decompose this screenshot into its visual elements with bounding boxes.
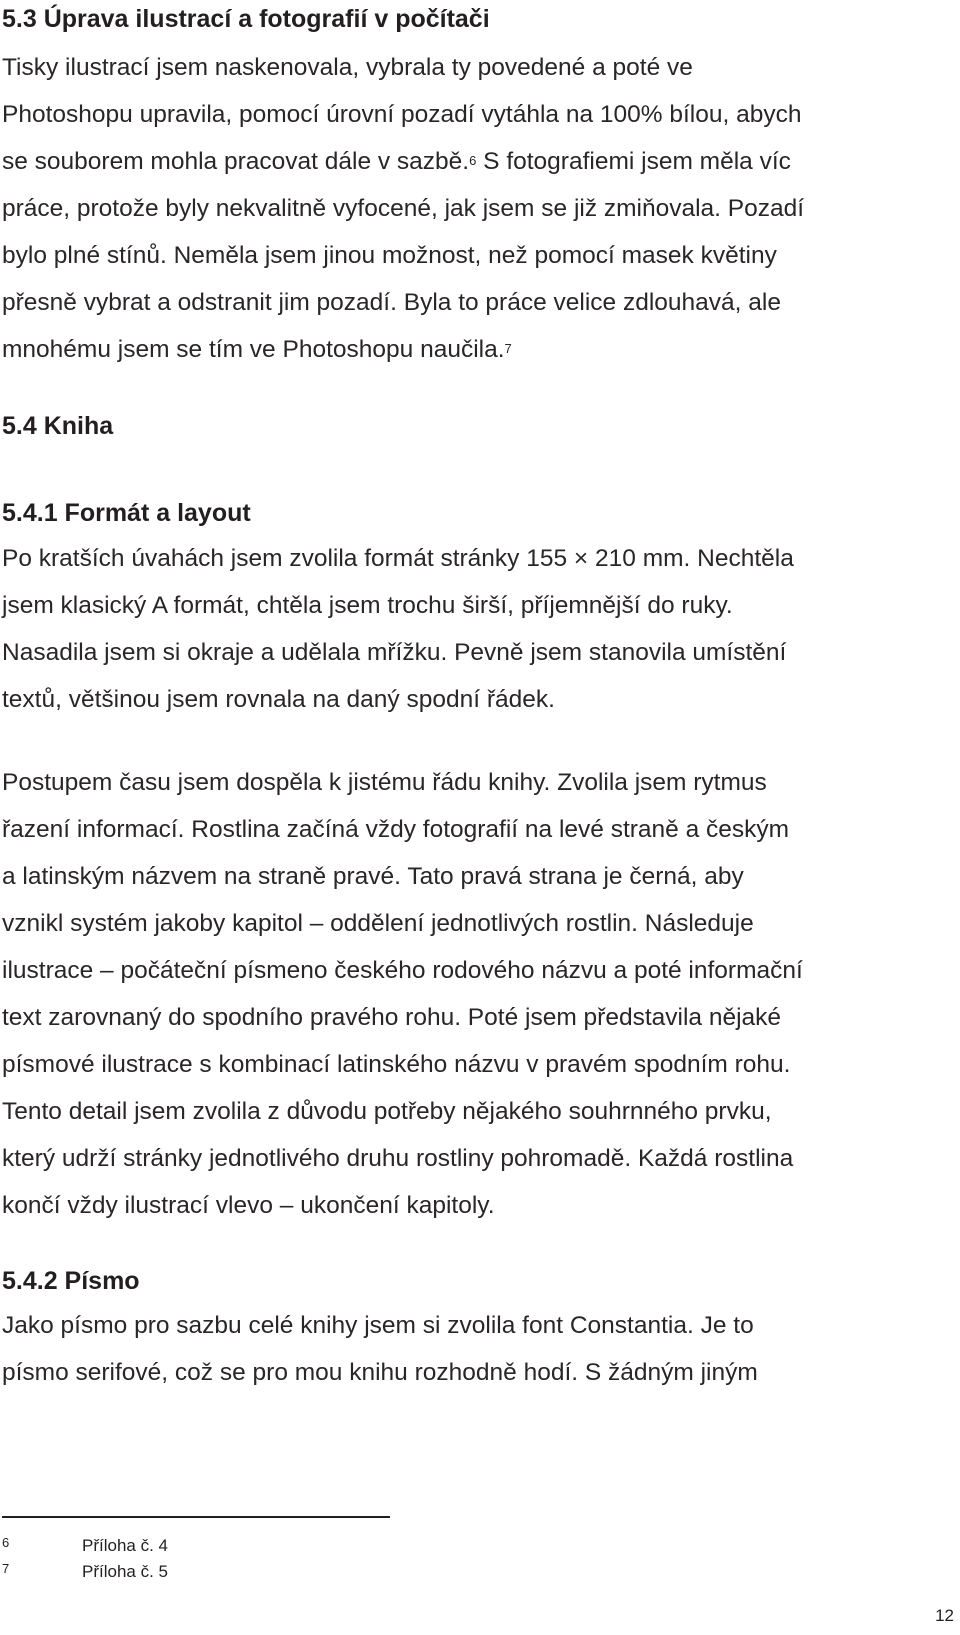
text-line-part: S fotografiemi jsem měla víc [476, 148, 791, 175]
page-number: 12 [935, 1606, 954, 1625]
text-line: přesně vybrat a odstranit jim pozadí. Byla to práce velice zdlouhavá, ale [2, 289, 781, 316]
text-line: bylo plné stínů. Neměla jsem jinou možnost, než pomocí masek květiny [2, 242, 777, 269]
text-line: textů, většinou jsem rovnala na daný spodní řádek. [2, 686, 555, 713]
text-line: text zarovnaný do spodního pravého rohu. Poté jsem představila nějaké [2, 1004, 782, 1031]
text-line: který udrží stránky jednotlivého druhu rostliny pohromadě. Každá rostlina [2, 1145, 794, 1172]
text-line-part: se souborem mohla pracovat dále v sazbě. [2, 148, 470, 175]
text-line: vznikl systém jakoby kapitol – oddělení jednotlivých rostlin. Následuje [2, 910, 754, 937]
paragraph-format-2 [2, 759, 960, 1229]
paragraph-5-3 [2, 44, 960, 373]
text-line: končí vždy ilustrací vlevo – ukončení kapitoly. [2, 1192, 495, 1219]
text-line: řazení informací. Rostlina začíná vždy fotografií na levé straně a českým [2, 816, 790, 843]
text-line: Jako písmo pro sazbu celé knihy jsem si zvolila font Constantia. Je to [2, 1312, 754, 1339]
footnote-7 [2, 1561, 168, 1583]
footnote-number: 7 [2, 1561, 10, 1576]
text-line [2, 326, 960, 373]
footnote-text: Příloha č. 4 [82, 1536, 168, 1555]
text-line: Tento detail jsem zvolila z důvodu potřeby nějakého souhrnného prvku, [2, 1098, 772, 1125]
footnote-divider [2, 1516, 390, 1518]
heading-5-4: 5.4 Kniha [2, 412, 114, 440]
text-line: ilustrace – počáteční písmeno českého rodového názvu a poté informační [2, 957, 803, 984]
text-line-part: mnohému jsem se tím ve Photoshopu naučila. [2, 336, 505, 363]
text-line [2, 138, 960, 185]
heading-5-3: 5.3 Úprava ilustrací a fotografií v počítači [2, 5, 490, 33]
text-line: Nasadila jsem si okraje a udělala mřížku. Pevně jsem stanovila umístění [2, 639, 787, 666]
text-line: práce, protože byly nekvalitně vyfocené, jak jsem se již zmiňovala. Pozadí [2, 195, 805, 222]
paragraph-format-1 [2, 535, 960, 723]
heading-5-4-2: 5.4.2 Písmo [2, 1267, 140, 1295]
text-line: Tisky ilustrací jsem naskenovala, vybrala ty povedené a poté ve [2, 54, 693, 81]
footnote-ref[interactable]: 7 [504, 341, 512, 356]
text-line: Po kratších úvahách jsem zvolila formát stránky 155 × 210 mm. Nechtěla [2, 545, 794, 572]
footnote-ref[interactable]: 6 [469, 153, 477, 168]
text-line: písmo serifové, což se pro mou knihu rozhodně hodí. S žádným jiným [2, 1359, 758, 1386]
text-line: a latinským názvem na straně pravé. Tato pravá strana je černá, aby [2, 863, 744, 890]
text-line: písmové ilustrace s kombinací latinského názvu v pravém spodním rohu. [2, 1051, 791, 1078]
footnote-number: 6 [2, 1535, 10, 1550]
text-line: Postupem času jsem dospěla k jistému řádu knihy. Zvolila jsem rytmus [2, 769, 767, 796]
heading-5-4-1: 5.4.1 Formát a layout [2, 499, 251, 527]
footnote-6 [2, 1535, 168, 1557]
text-line: jsem klasický A formát, chtěla jsem trochu širší, příjemnější do ruky. [2, 592, 733, 619]
paragraph-font [2, 1302, 960, 1396]
text-line: Photoshopu upravila, pomocí úrovní pozadí vytáhla na 100% bílou, abych [2, 101, 802, 128]
footnote-text: Příloha č. 5 [82, 1562, 168, 1581]
